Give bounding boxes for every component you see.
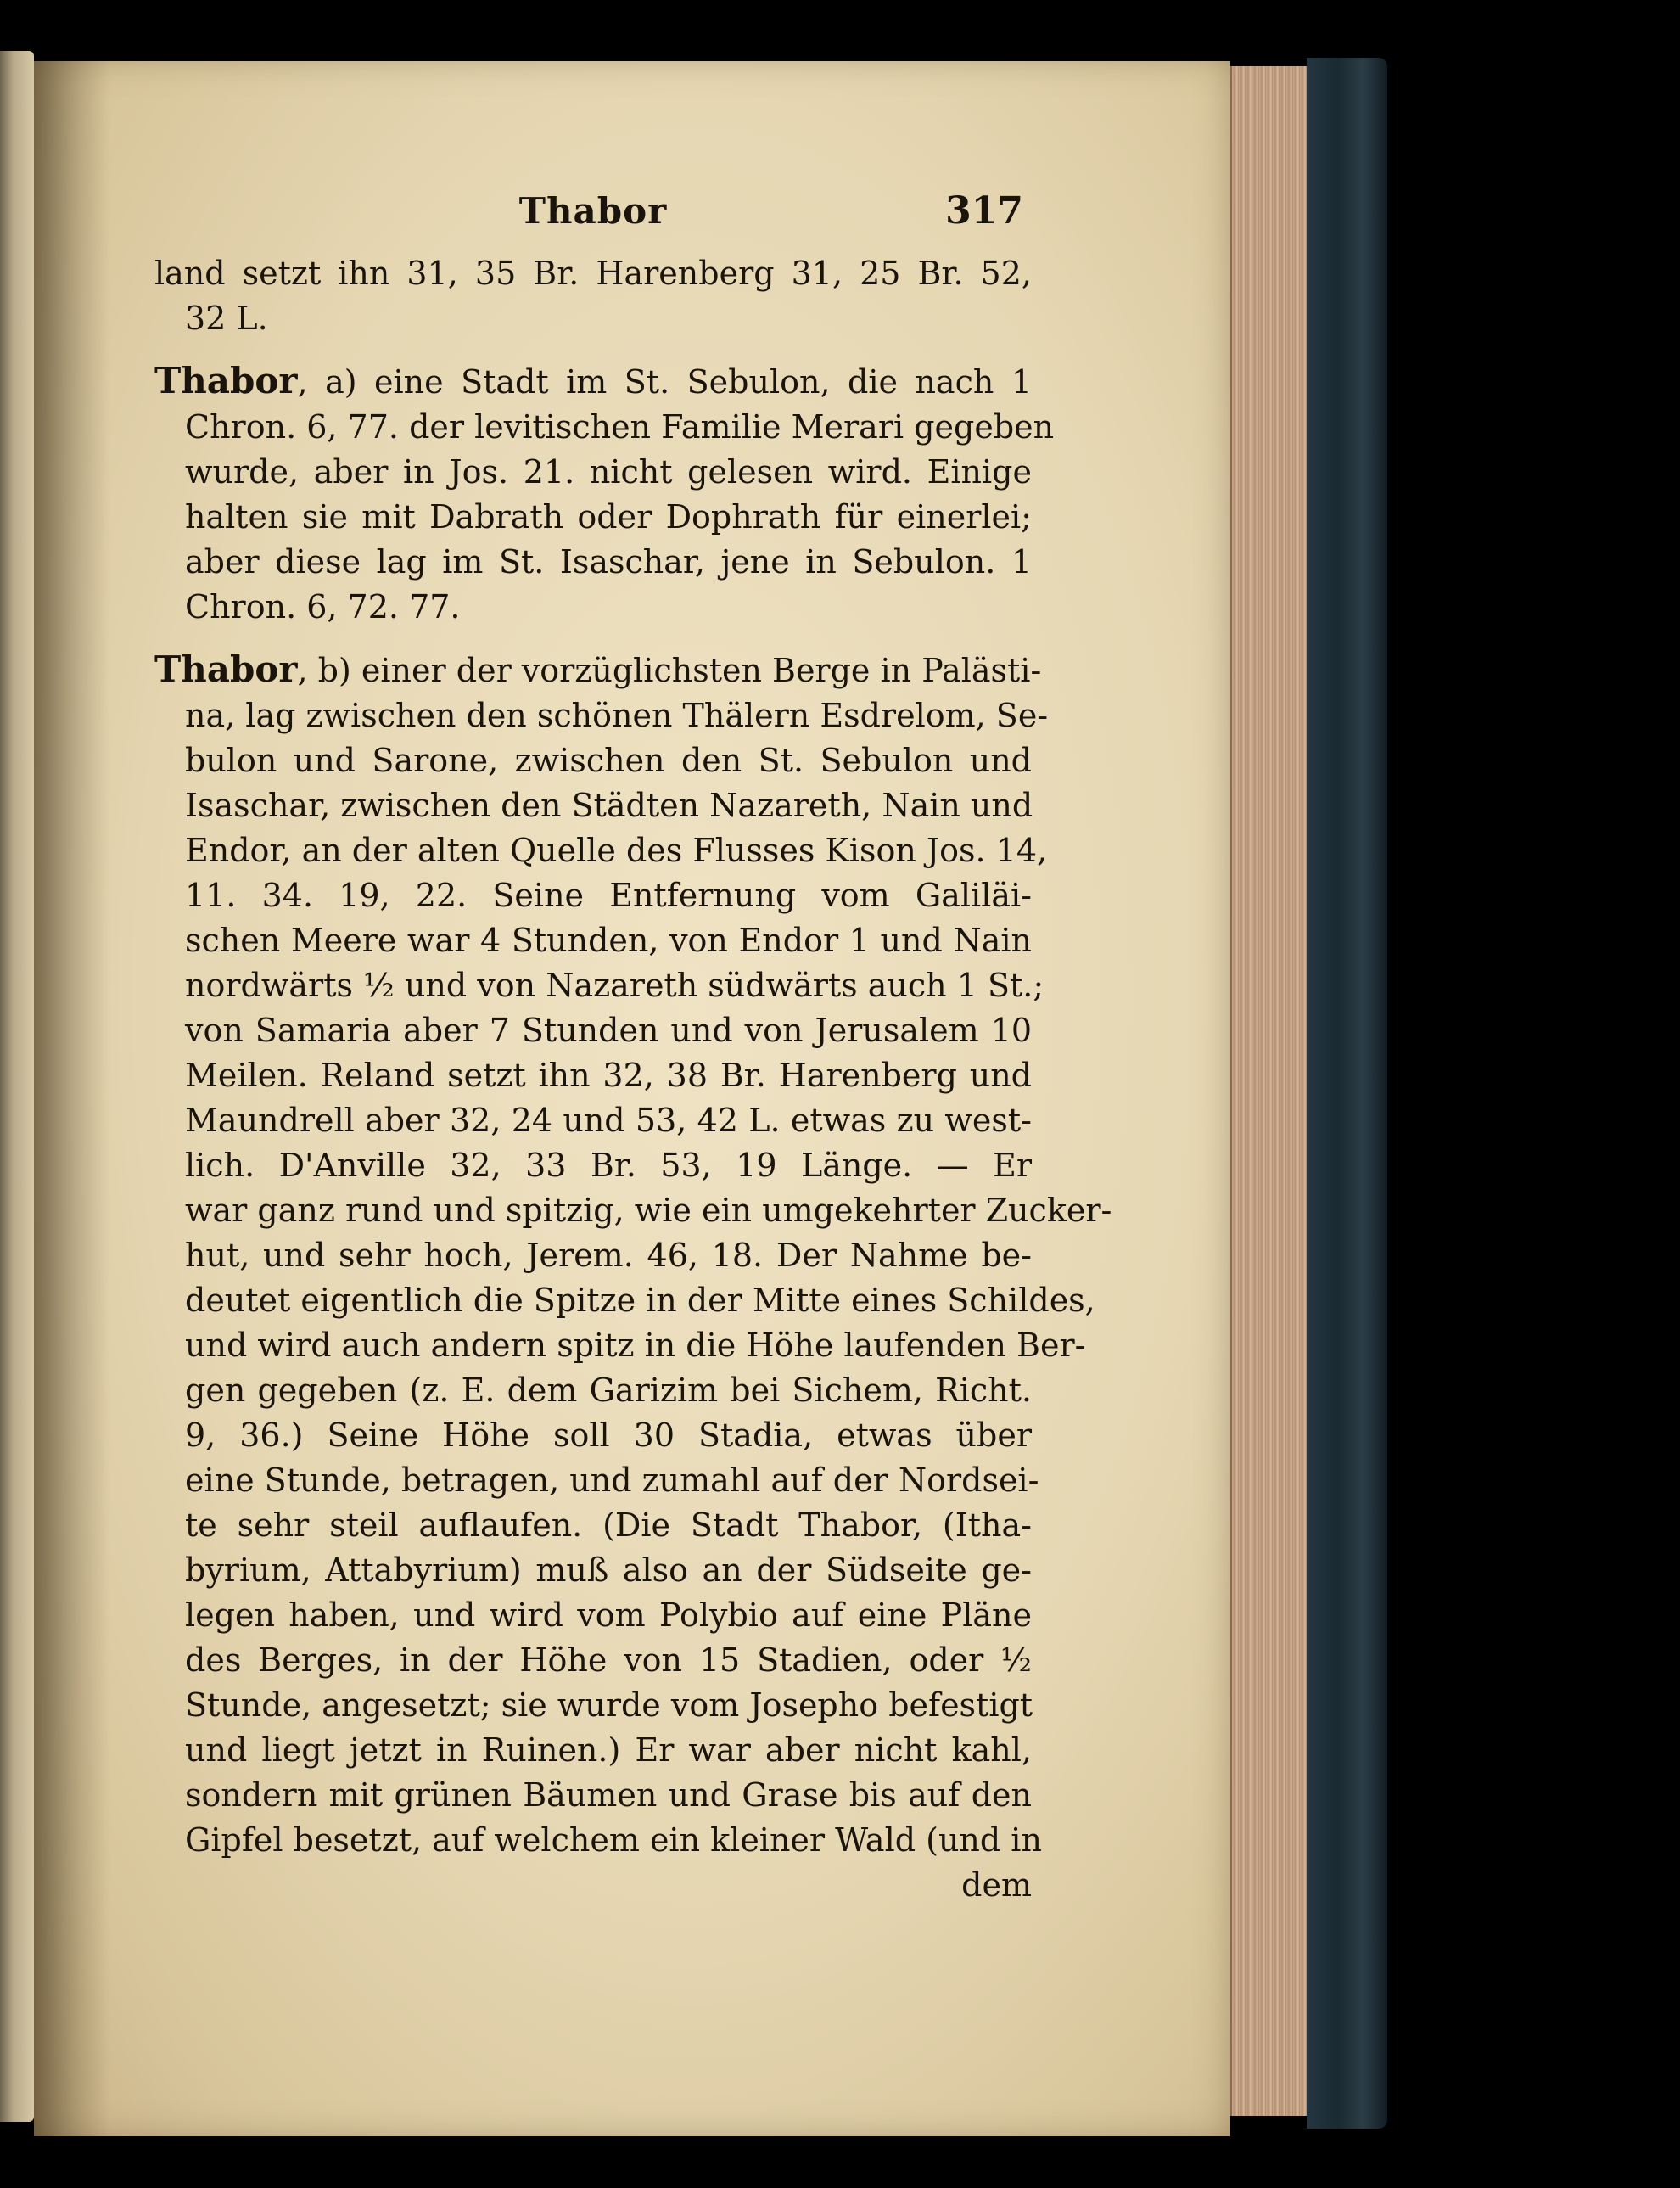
text-line: Stunde, angesetzt; sie wurde vom Josepho befestigt (185, 1686, 1033, 1724)
text-line: 9, 36.) Seine Höhe soll 30 Stadia, etwas über (185, 1417, 1032, 1454)
text-line: Chron. 6, 72. 77. (185, 588, 461, 626)
text-line: des Berges, in der Höhe von 15 Stadien, oder ½ (185, 1641, 1032, 1679)
text-line: 32 L. (185, 300, 268, 337)
text-line: nordwärts ½ und von Nazareth südwärts auch 1 St.; (185, 967, 1044, 1004)
text-line: Meilen. Reland setzt ihn 32, 38 Br. Harenberg und (185, 1057, 1032, 1094)
text-line: von Samaria aber 7 Stunden und von Jerusalem 10 (185, 1012, 1032, 1049)
catchword: dem (961, 1866, 1032, 1904)
text-line: hut, und sehr hoch, Jerem. 46, 18. Der Nahme be- (185, 1237, 1032, 1274)
text-line: legen haben, und wird vom Polybio auf eine Pläne (185, 1596, 1032, 1634)
text-line: lich. D'Anville 32, 33 Br. 53, 19 Länge. — Er (185, 1147, 1032, 1184)
text-line: Gipfel besetzt, auf welchem ein kleiner Wald (und in (185, 1821, 1042, 1859)
text-line: sondern mit grünen Bäumen und Grase bis auf den (185, 1776, 1032, 1814)
text-line: und wird auch andern spitz in die Höhe laufenden Ber- (185, 1327, 1086, 1364)
text-line: halten sie mit Dabrath oder Dophrath für einerlei; (185, 498, 1032, 536)
text-line: schen Meere war 4 Stunden, von Endor 1 und Nain (185, 922, 1032, 959)
text-line: aber diese lag im St. Isaschar, jene in Sebulon. 1 (185, 543, 1032, 581)
gutter-shadow (34, 61, 110, 2136)
text-line: Chron. 6, 77. der levitischen Familie Merari gegeben (185, 408, 1055, 446)
text-line: deutet eigentlich die Spitze in der Mitte eines Schildes, (185, 1282, 1095, 1319)
text-line: und liegt jetzt in Ruinen.) Er war aber nicht kahl, (185, 1731, 1032, 1769)
page-stack-edges (1230, 66, 1308, 2116)
entry-headword: Thabor (154, 360, 298, 401)
running-head-title: Thabor (518, 190, 668, 232)
text-line: wurde, aber in Jos. 21. nicht gelesen wird. Einige (185, 453, 1032, 491)
text-line: Endor, an der alten Quelle des Flusses Kison Jos. 14, (185, 832, 1048, 869)
text-line: eine Stunde, betragen, und zumahl auf der Nordsei- (185, 1461, 1039, 1499)
entry-headword: Thabor (154, 648, 298, 690)
running-head (154, 188, 1032, 239)
text-line: 11. 34. 19, 22. Seine Entfernung vom Galiläi- (185, 877, 1032, 914)
entry-thabor-b (154, 647, 1112, 1863)
text-line-entry (154, 358, 1032, 405)
entry-thabor-a (154, 358, 1055, 630)
text-line: te sehr steil auflaufen. (Die Stadt Thabor, (Itha- (185, 1506, 1032, 1544)
text-line: war ganz rund und spitzig, wie ein umgekehrter Zucker- (185, 1192, 1112, 1229)
text-line: byrium, Attabyrium) muß also an der Südseite ge- (185, 1551, 1032, 1589)
text-line: na, lag zwischen den schönen Thälern Esdrelom, Se- (185, 697, 1049, 734)
book-cover (1307, 58, 1387, 2129)
text-line: , a) eine Stadt im St. Sebulon, die nach 1 (297, 363, 1032, 401)
page-number: 317 (945, 189, 1023, 233)
facing-page-edge (0, 51, 34, 2122)
text-line: Maundrell aber 32, 24 und 53, 42 L. etwas zu west- (185, 1102, 1032, 1139)
text-line: gen gegeben (z. E. dem Garizim bei Sichem, Richt. (185, 1372, 1032, 1409)
text-line: land setzt ihn 31, 35 Br. Harenberg 31, 25 Br. 52, (154, 255, 1032, 292)
text-line: bulon und Sarone, zwischen den St. Sebulon und (185, 742, 1032, 779)
paragraph-continuation (154, 251, 1032, 341)
text-line-entry (154, 647, 1042, 693)
text-line: , b) einer der vorzüglichsten Berge in Palästi- (297, 652, 1042, 689)
page-content (154, 188, 1112, 1908)
text-line: Isaschar, zwischen den Städten Nazareth, Nain und (185, 787, 1033, 824)
